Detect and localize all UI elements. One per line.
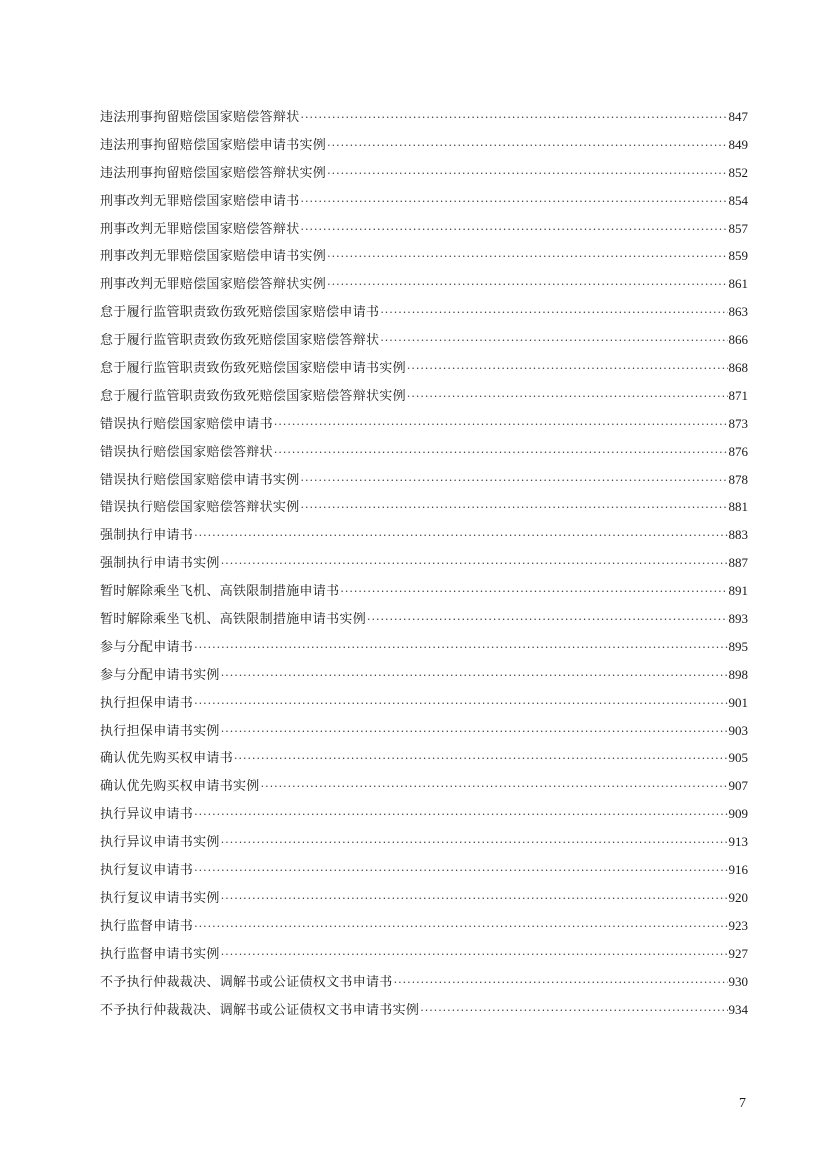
toc-entry-title: 错误执行赔偿国家赔偿申请书 <box>100 416 273 432</box>
toc-entry-title: 错误执行赔偿国家赔偿答辩状实例 <box>100 500 300 516</box>
toc-dot-leader <box>301 188 728 216</box>
toc-entry-page: 852 <box>728 164 748 180</box>
toc-entry-title: 违法刑事拘留赔偿国家赔偿答辩状 <box>100 110 300 125</box>
page-number: 7 <box>739 1096 746 1111</box>
toc-entry[interactable] <box>100 884 748 912</box>
toc-entry[interactable] <box>100 968 748 996</box>
toc-entry-title: 怠于履行监管职责致伤致死赔偿国家赔偿申请书实例 <box>100 361 406 377</box>
toc-dot-leader <box>194 801 727 829</box>
toc-entry-page: 909 <box>728 806 748 822</box>
toc-dot-leader <box>221 662 728 690</box>
toc-dot-leader <box>367 606 727 634</box>
toc-entry-title: 执行监督申请书 <box>100 918 194 934</box>
toc-entry[interactable] <box>100 131 748 159</box>
toc-dot-leader <box>194 913 727 941</box>
toc-entry-page: 871 <box>728 387 748 403</box>
toc-entry-title: 暂时解除乘坐飞机、高铁限制措施申请书实例 <box>100 612 367 628</box>
toc-entry-page: 920 <box>728 889 748 905</box>
toc-entry-title: 执行监督申请书实例 <box>100 946 220 962</box>
toc-entry[interactable] <box>100 354 748 382</box>
toc-entry[interactable] <box>100 661 748 689</box>
toc-dot-leader <box>221 829 728 857</box>
toc-entry-title: 参与分配申请书实例 <box>100 667 220 683</box>
toc-dot-leader <box>420 997 727 1025</box>
toc-dot-leader <box>301 494 728 522</box>
toc-entry-page: 854 <box>728 192 748 208</box>
toc-entry-page: 847 <box>728 109 748 124</box>
toc-entry[interactable] <box>100 577 748 605</box>
toc-entry-page: 934 <box>728 1001 748 1017</box>
toc-entry-page: 930 <box>728 973 748 989</box>
toc-dot-leader <box>221 941 728 969</box>
toc-entry[interactable] <box>100 633 748 661</box>
toc-dot-leader <box>194 522 727 550</box>
toc-dot-leader <box>380 299 727 327</box>
toc-entry-title: 确认优先购买权申请书实例 <box>100 779 260 795</box>
toc-dot-leader <box>394 969 728 997</box>
toc-dot-leader <box>407 355 728 383</box>
toc-dot-leader <box>327 160 727 188</box>
toc-entry-page: 849 <box>728 136 748 152</box>
toc-entry[interactable] <box>100 549 748 577</box>
toc-entry-title: 执行担保申请书实例 <box>100 723 220 739</box>
toc-entry-title: 强制执行申请书 <box>100 528 194 544</box>
toc-entry[interactable] <box>100 298 748 326</box>
toc-entry[interactable] <box>100 996 748 1024</box>
toc-entry-title: 违法刑事拘留赔偿国家赔偿答辩状实例 <box>100 165 327 181</box>
toc-entry-title: 刑事改判无罪赔偿国家赔偿答辩状 <box>100 221 300 237</box>
toc-entry[interactable] <box>100 438 748 466</box>
toc-entry[interactable] <box>100 493 748 521</box>
toc-entry[interactable] <box>100 800 748 828</box>
toc-entry-page: 863 <box>728 304 748 320</box>
toc-entry-page: 857 <box>728 220 748 236</box>
toc-entry[interactable] <box>100 410 748 438</box>
toc-entry-title: 怠于履行监管职责致伤致死赔偿国家赔偿答辩状实例 <box>100 388 406 404</box>
toc-entry[interactable] <box>100 605 748 633</box>
toc-entry[interactable] <box>100 772 748 800</box>
toc-entry[interactable] <box>100 466 748 494</box>
toc-entry-page: 873 <box>728 415 748 431</box>
toc-entry[interactable] <box>100 744 748 772</box>
toc-dot-leader <box>274 411 728 439</box>
toc-entry-title: 暂时解除乘坐飞机、高铁限制措施申请书 <box>100 584 340 600</box>
toc-dot-leader <box>407 383 728 411</box>
toc-entry-title: 执行异议申请书实例 <box>100 835 220 851</box>
toc-dot-leader <box>327 271 727 299</box>
toc-entry[interactable] <box>100 912 748 940</box>
toc-entry[interactable] <box>100 270 748 298</box>
toc-entry-page: 878 <box>728 471 748 487</box>
toc-dot-leader <box>261 773 728 801</box>
toc-entry-page: 907 <box>728 778 748 794</box>
toc-dot-leader <box>194 857 727 885</box>
toc-entry-title: 不予执行仲裁裁决、调解书或公证债权文书申请书 <box>100 974 393 990</box>
toc-entry-page: 887 <box>728 555 748 571</box>
toc-dot-leader <box>327 243 727 271</box>
toc-entry-page: 895 <box>728 638 748 654</box>
toc-dot-leader <box>327 132 727 160</box>
toc-dot-leader <box>274 439 728 467</box>
toc-dot-leader <box>301 104 728 132</box>
toc-entry-page: 923 <box>728 917 748 933</box>
toc-dot-leader <box>194 634 727 662</box>
toc-entry[interactable] <box>100 521 748 549</box>
toc-dot-leader <box>380 327 727 355</box>
toc-dot-leader <box>221 718 728 746</box>
toc-entry-page: 905 <box>728 750 748 766</box>
toc-entry[interactable] <box>100 242 748 270</box>
toc-dot-leader <box>301 216 728 244</box>
toc-entry-page: 903 <box>728 722 748 738</box>
table-of-contents <box>100 103 748 1023</box>
toc-dot-leader <box>340 578 727 606</box>
toc-entry-page: 893 <box>728 611 748 627</box>
toc-dot-leader <box>234 745 727 773</box>
toc-entry[interactable] <box>100 856 748 884</box>
toc-entry-page: 868 <box>728 360 748 376</box>
toc-entry-title: 执行异议申请书 <box>100 807 194 823</box>
toc-dot-leader <box>221 885 728 913</box>
toc-entry-title: 强制执行申请书实例 <box>100 556 220 572</box>
toc-entry-title: 参与分配申请书 <box>100 639 194 655</box>
toc-entry-page: 876 <box>728 443 748 459</box>
toc-entry-page: 901 <box>728 694 748 710</box>
toc-dot-leader <box>301 467 728 495</box>
toc-entry-title: 刑事改判无罪赔偿国家赔偿申请书实例 <box>100 249 327 265</box>
toc-entry-title: 错误执行赔偿国家赔偿答辩状 <box>100 444 273 460</box>
toc-entry[interactable] <box>100 828 748 856</box>
toc-entry[interactable] <box>100 382 748 410</box>
toc-entry-title: 执行复议申请书实例 <box>100 890 220 906</box>
toc-entry-title: 怠于履行监管职责致伤致死赔偿国家赔偿申请书 <box>100 305 380 321</box>
toc-entry-page: 866 <box>728 332 748 348</box>
toc-entry-title: 执行担保申请书 <box>100 695 194 711</box>
toc-entry-title: 怠于履行监管职责致伤致死赔偿国家赔偿答辩状 <box>100 333 380 349</box>
toc-entry-page: 881 <box>728 499 748 515</box>
toc-entry[interactable] <box>100 159 748 187</box>
toc-dot-leader <box>194 690 727 718</box>
toc-entry-title: 违法刑事拘留赔偿国家赔偿申请书实例 <box>100 137 327 153</box>
toc-entry-title: 确认优先购买权申请书 <box>100 751 234 767</box>
toc-entry[interactable] <box>100 689 748 717</box>
toc-entry-title: 错误执行赔偿国家赔偿申请书实例 <box>100 472 300 488</box>
toc-entry-title: 执行复议申请书 <box>100 863 194 879</box>
toc-entry-title: 不予执行仲裁裁决、调解书或公证债权文书申请书实例 <box>100 1002 420 1018</box>
toc-entry-page: 916 <box>728 862 748 878</box>
toc-dot-leader <box>221 550 728 578</box>
toc-entry-page: 891 <box>728 583 748 599</box>
toc-entry[interactable] <box>100 187 748 215</box>
toc-entry[interactable] <box>100 717 748 745</box>
toc-entry[interactable] <box>100 215 748 243</box>
toc-entry[interactable] <box>100 103 748 131</box>
toc-entry-page: 861 <box>728 276 748 292</box>
toc-entry-page: 913 <box>728 834 748 850</box>
toc-entry[interactable] <box>100 326 748 354</box>
toc-entry-page: 927 <box>728 945 748 961</box>
toc-entry-page: 898 <box>728 666 748 682</box>
toc-entry-page: 859 <box>728 248 748 264</box>
toc-entry-title: 刑事改判无罪赔偿国家赔偿申请书 <box>100 193 300 209</box>
toc-entry[interactable] <box>100 940 748 968</box>
toc-entry-title: 刑事改判无罪赔偿国家赔偿答辩状实例 <box>100 277 327 293</box>
toc-entry-page: 883 <box>728 527 748 543</box>
